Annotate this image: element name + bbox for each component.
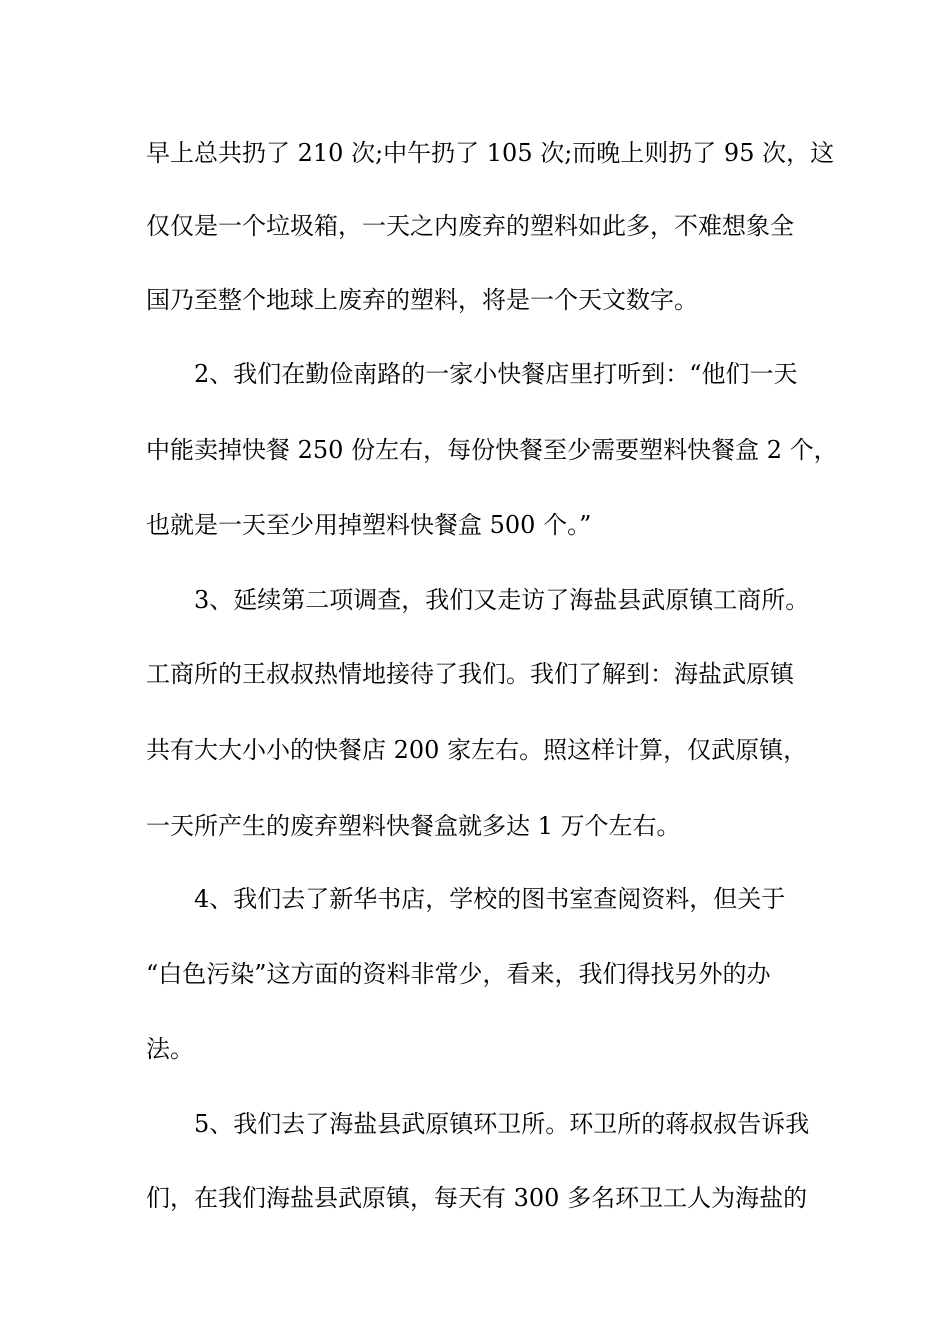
paragraph-5-start: 5、我们去了海盐县武原镇环卫所。环卫所的蒋叔叔告诉我 — [194, 1110, 810, 1138]
text-line: 早上总共扔了 210 次;中午扔了 105 次;而晚上则扔了 95 次，这 — [146, 139, 835, 167]
paragraph-3-start: 3、延续第二项调查，我们又走访了海盐县武原镇工商所。 — [194, 586, 810, 614]
text-line: 中能卖掉快餐 250 份左右，每份快餐至少需要塑料快餐盒 2 个， — [146, 436, 838, 464]
text-line: 一天所产生的废弃塑料快餐盒就多达 1 万个左右。 — [146, 812, 681, 840]
text-line: 们，在我们海盐县武原镇，每天有 300 多名环卫工人为海盐的 — [146, 1184, 808, 1212]
text-line: “白色污染”这方面的资料非常少，看来，我们得找另外的办 — [146, 960, 771, 988]
text-line: 仅仅是一个垃圾箱，一天之内废弃的塑料如此多，不难想象全 — [146, 212, 794, 240]
text-line: 也就是一天至少用掉塑料快餐盒 500 个。” — [146, 511, 592, 539]
paragraph-4-start: 4、我们去了新华书店，学校的图书室查阅资料，但关于 — [194, 885, 786, 913]
text-line: 共有大大小小的快餐店 200 家左右。照这样计算，仅武原镇， — [146, 736, 808, 764]
text-line: 法。 — [146, 1035, 194, 1063]
text-line: 工商所的王叔叔热情地接待了我们。我们了解到：海盐武原镇 — [146, 660, 794, 688]
text-line: 国乃至整个地球上废弃的塑料，将是一个天文数字。 — [146, 286, 698, 314]
paragraph-2-start: 2、我们在勤俭南路的一家小快餐店里打听到：“他们一天 — [194, 360, 798, 388]
